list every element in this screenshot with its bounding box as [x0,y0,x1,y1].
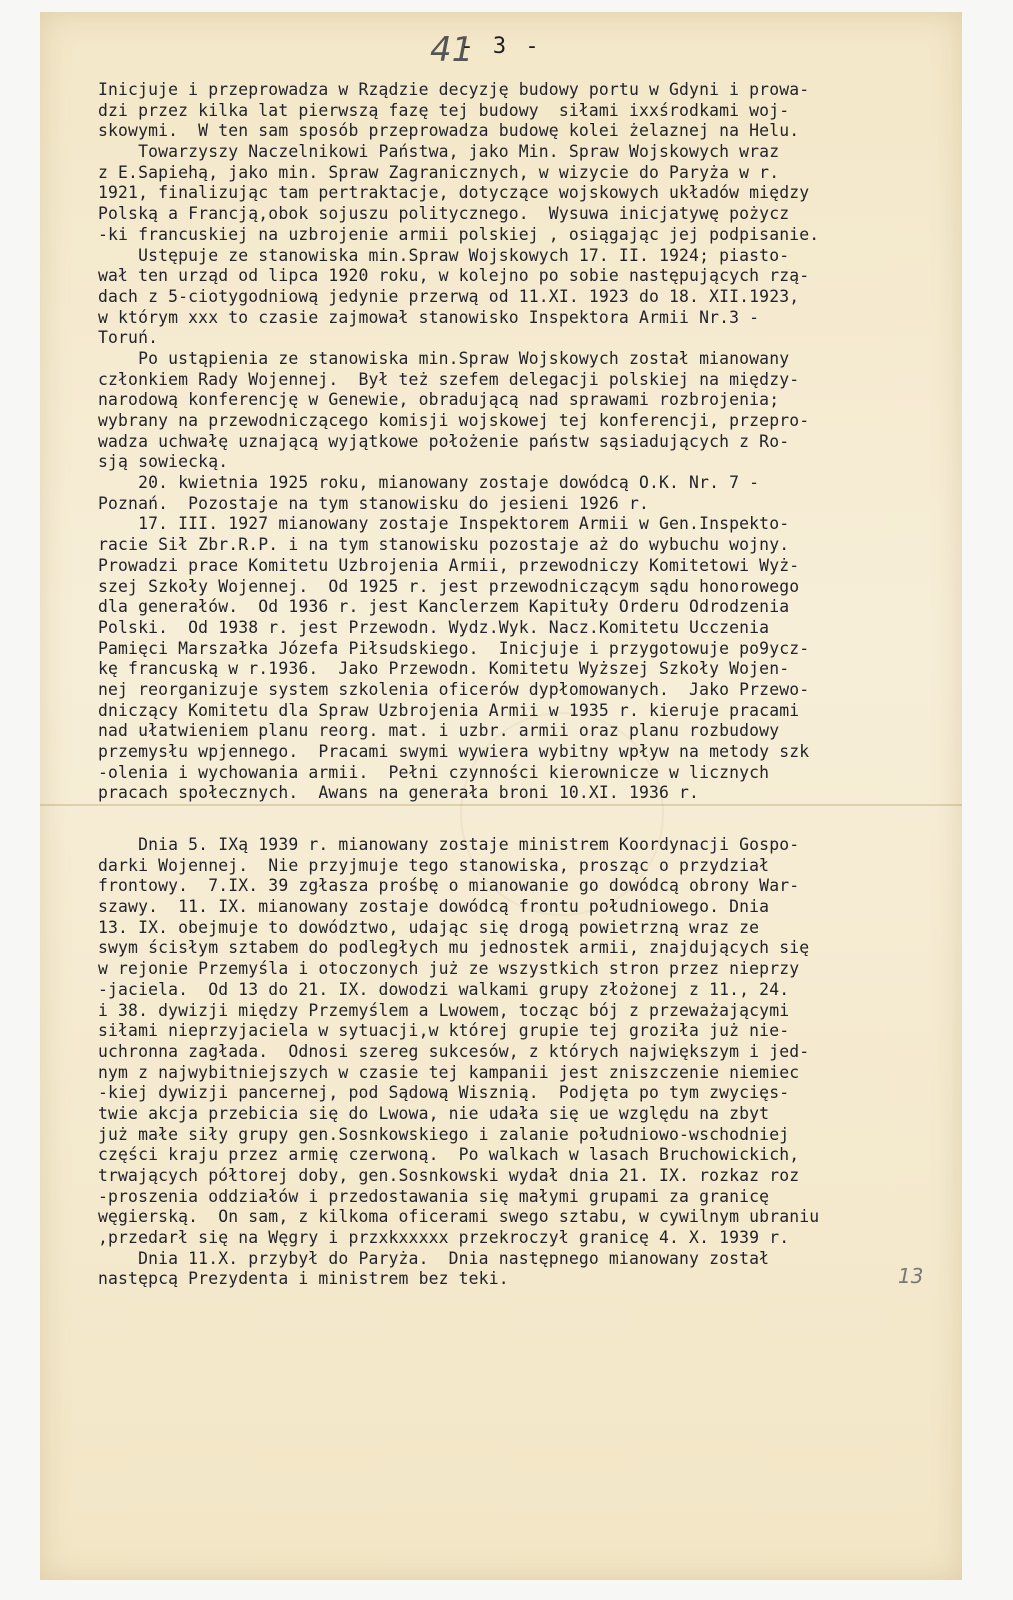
text-line: wał ten urząd od lipca 1920 roku, w kolejno po sobie następujących rzą- [98,266,810,286]
text-line: w rejonie Przemyśla i otoczonych już ze wszystkich stron przez nieprzy [98,959,800,979]
text-line: z E.Sapiehą, jako min. Spraw Zagranicznych, w wizycie do Paryża w r. [98,162,780,182]
text-section-1939 [98,835,948,1290]
text-line: już małe siły grupy gen.Sosnkowskiego i zalanie południowo-wschodniej [98,1124,790,1144]
text-line: dla generałów. Od 1936 r. jest Kanclerzem Kapituły Orderu Odrodzenia [98,597,790,617]
text-line: dzi przez kilka lat pierwszą fazę tej budowy siłami ixxśrodkami woj- [98,100,790,120]
text-line: -ki francuskiej na uzbrojenie armii polskiej , osiągając jej podpisanie. [98,224,820,244]
text-line: 1921, finalizując tam pertraktacje, dotyczące wojskowych układów między [98,183,810,203]
text-line: przemysłu wpjennego. Pracami swymi wywiera wybitny wpływ na metody szk [98,742,810,761]
text-line: siłami nieprzyjaciela w sytuacji,w której grupie tej groziła już nie- [98,1021,790,1041]
text-line: węgierską. On sam, z kilkoma oficerami swego sztabu, w cywilnym ubraniu [98,1207,820,1227]
text-line: twie akcja przebicia się do Lwowa, nie udała się ue względu na zbyt [98,1103,770,1123]
text-line: szej Szkoły Wojennej. Od 1925 r. jest przewodniczącym sądu honorowego [98,576,800,596]
text-line: sją sowiecką. [98,452,229,472]
text-line: Pamięci Marszałka Józefa Piłsudskiego. Inicjuje i przygotowuje po9ycz- [98,638,810,658]
text-line: Polską a Francją,obok sojuszu politycznego. Wysuwa inicjatywę pożycz [98,204,790,224]
handwritten-folio-number: 41 [430,30,474,70]
text-line: dniczący Komitetu dla Spraw Uzbrojenia Armii w 1935 r. kieruje pracami [98,700,800,720]
text-line: Po ustąpienia ze stanowiska min.Spraw Wojskowych został mianowany [98,348,790,368]
text-line: następcą Prezydenta i ministrem bez teki. [98,1269,509,1289]
handwritten-page-mark: 13 [898,1264,924,1288]
text-line: kę francuską w r.1936. Jako Przewodn. Komitetu Wyższej Szkoły Wojen- [98,659,790,679]
text-line: 20. kwietnia 1925 roku, mianowany zostaje dowódcą O.K. Nr. 7 - [98,473,760,493]
text-line: w którym xxx to czasie zajmował stanowisko Inspektora Armii Nr.3 - [98,307,760,327]
text-line: uchronna zagłada. Odnosi szereg sukcesów, z których największym i jed- [98,1041,810,1061]
text-line: 13. IX. obejmuje to dowództwo, udając się drogą powietrzną wraz ze [98,917,760,937]
text-line: nad ułatwieniem planu reorg. mat. i uzbr. armii oraz planu rozbudowy [98,721,780,741]
text-line: i 38. dywizji między Przemyślem a Lwowem, tocząc bój z przeważającymi [98,1000,790,1020]
text-line: wybrany na przewodniczącego komisji wojskowej tej konferencji, przepro- [98,411,810,430]
text-line: dach z 5-ciotygodniową jedynie przerwą od 11.XI. 1923 do 18. XII.1923, [98,286,800,306]
paper-fold-line [40,804,962,806]
text-line: trwających półtorej doby, gen.Sosnkowski wydał dnia 21. IX. rozkaz roz [98,1166,800,1185]
text-line: pracach społecznych. Awans na generała broni 10.XI. 1936 r. [98,783,700,803]
text-line: Dnia 11.X. przybył do Paryża. Dnia następnego mianowany został [98,1248,770,1268]
text-line: Toruń. [98,328,159,348]
text-line: -proszenia oddziałów i przedostawania się małymi grupami za granicę [98,1186,770,1206]
text-line: Ustępuje ze stanowiska min.Spraw Wojskowych 17. II. 1924; piasto- [98,245,790,265]
text-line: Inicjuje i przeprowadza w Rządzie decyzję budowy portu w Gdyni i prowa- [98,80,810,99]
text-line: wadza uchwałę uznającą wyjątkowe położenie państw sąsiadujących z Ro- [98,431,790,451]
text-line: -jaciela. Od 13 do 21. IX. dowodzi walkami grupy złożonej z 11., 24. [98,979,790,999]
text-line: ,przedarł się na Węgry i przxkxxxxx przekroczył granicę 4. X. 1939 r. [98,1228,790,1248]
text-line: Dnia 5. IXą 1939 r. mianowany zostaje ministrem Koordynacji Gospo- [98,835,800,854]
text-line: racie Sił Zbr.R.P. i na tym stanowisku pozostaje aż do wybuchu wojny. [98,535,790,555]
text-line: narodową konferencję w Genewie, obradującą nad sprawami rozbrojenia; [98,390,780,410]
text-line: Polski. Od 1938 r. jest Przewodn. Wydz.Wyk. Nacz.Komitetu Ucczenia [98,617,770,637]
text-line: 17. III. 1927 mianowany zostaje Inspektorem Armii w Gen.Inspekto- [98,514,790,534]
page-number: - 3 - [460,34,542,59]
text-line: Poznań. Pozostaje na tym stanowisku do jesieni 1926 r. [98,493,649,513]
text-line: skowymi. W ten sam sposób przeprowadza budowę kolei żelaznej na Helu. [98,121,800,141]
text-line: darki Wojennej. Nie przyjmuje tego stanowiska, prosząc o przydział [98,855,770,875]
text-line: Prowadzi prace Komitetu Uzbrojenia Armii, przewodniczy Komitetowi Wyż- [98,555,800,575]
text-line: Towarzyszy Naczelnikowi Państwa, jako Min. Spraw Wojskowych wraz [98,142,780,162]
text-line: -olenia i wychowania armii. Pełni czynności kierownicze w licznych [98,762,770,782]
text-line: frontowy. 7.IX. 39 zgłasza prośbę o mianowanie go dowódcą obrony War- [98,876,800,896]
text-line: nym z najwybitniejszych w czasie tej kampanii jest zniszczenie niemiec [98,1062,800,1082]
text-line: części kraju przez armię czerwoną. Po walkach w lasach Bruchowickich, [98,1145,800,1165]
text-line: nej reorganizuje system szkolenia oficerów dypłomowanych. Jako Przewo- [98,679,810,699]
text-line: szawy. 11. IX. mianowany zostaje dowódcą frontu południowego. Dnia [98,897,770,917]
text-line: -kiej dywizji pancernej, pod Sądową Wisznią. Podjęta po tym zwycięs- [98,1083,790,1103]
text-line: swym ścisłym sztabem do podległych mu jednostek armii, znajdujących się [98,938,810,958]
document-page [40,12,962,1580]
text-line: członkiem Rady Wojennej. Był też szefem delegacji polskiej na między- [98,369,800,389]
text-section-career [98,80,948,804]
